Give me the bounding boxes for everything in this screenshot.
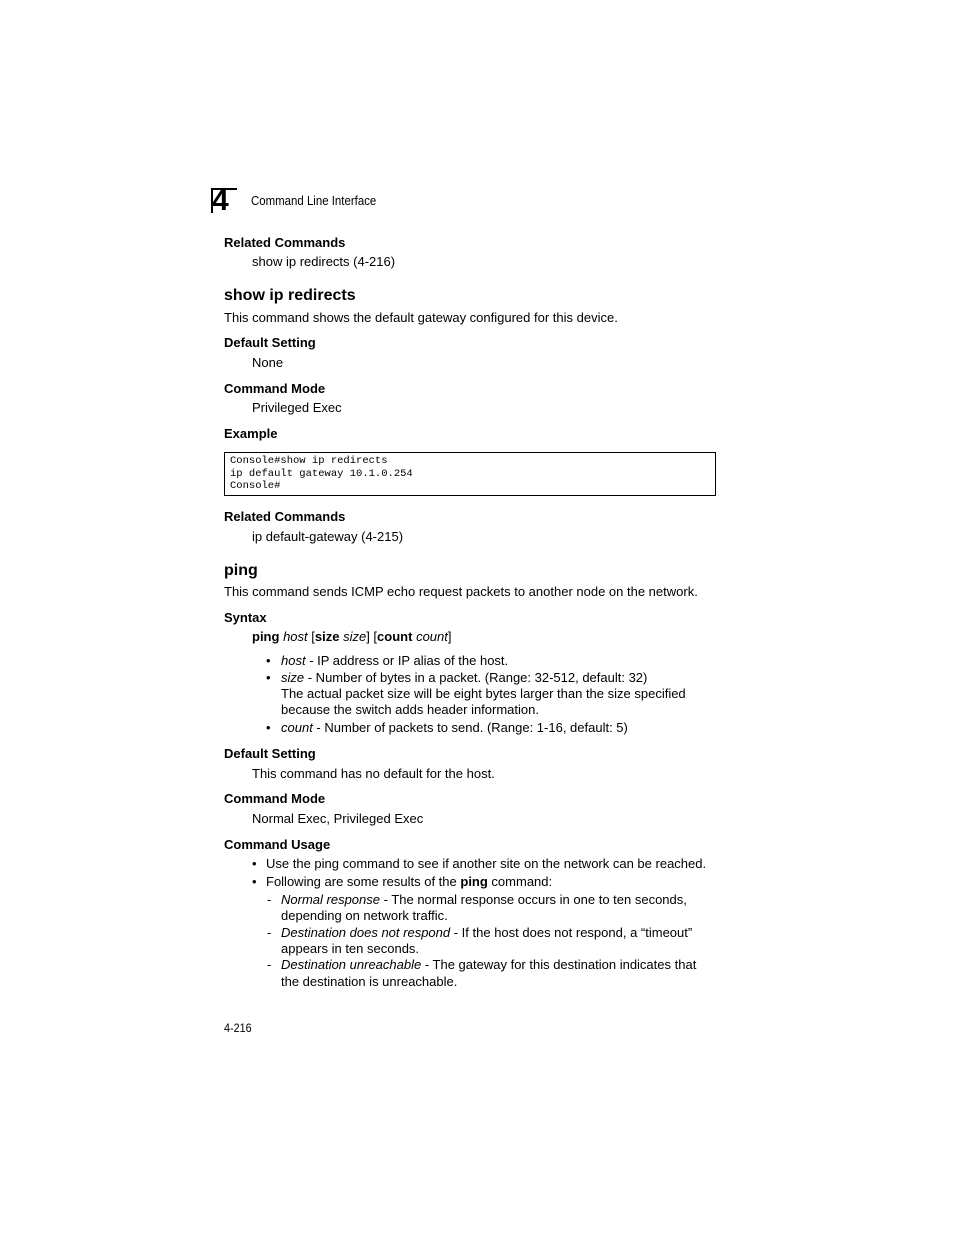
result-text-cont: the destination is unreachable. [281,974,458,989]
chapter-title: Command Line Interface [251,193,377,208]
syntax-host-arg: host [283,629,308,644]
result-item [281,892,687,907]
syntax-count-keyword: count [377,629,413,644]
syntax-line [252,629,452,644]
bullet-dot: • [266,720,271,735]
command-mode-value: Normal Exec, Privileged Exec [252,811,424,826]
param-count [281,720,628,735]
example-heading: Example [224,426,278,441]
result-term: Destination does not respond [281,925,451,940]
syntax-heading: Syntax [224,610,267,625]
result-text: - If the host does not respond, a “timeout” [450,925,693,940]
default-setting-heading: Default Setting [224,746,316,761]
default-setting-value: None [252,355,284,370]
bullet-dot: • [252,874,257,889]
usage-item [266,874,552,889]
result-term: Normal response [281,892,380,907]
related-commands-heading: Related Commands [224,509,346,524]
usage-command: ping [460,874,488,889]
result-item [281,957,696,972]
related-commands-heading: Related Commands [224,235,346,250]
syntax-bracket: ] [447,629,452,644]
chapter-number: 4 [212,184,229,217]
command-mode-value: Privileged Exec [252,400,342,415]
param-text: - Number of packets to send. (Range: 1-16, default: 5) [312,720,628,735]
syntax-bracket: [ [307,629,315,644]
result-text-cont: depending on network traffic. [281,908,448,923]
ping-description: This command sends ICMP echo request packets to another node on the network. [224,584,698,599]
param-text: - Number of bytes in a packet. (Range: 32-512, default: 32) [304,670,648,685]
syntax-size-arg: size [343,629,367,644]
param-name: size [281,670,305,685]
usage-text: Following are some results of the [266,874,461,889]
param-name: count [281,720,313,735]
show-ip-redirects-description: This command shows the default gateway configured for this device. [224,310,618,325]
default-setting-heading: Default Setting [224,335,316,350]
result-text-cont: appears in ten seconds. [281,941,420,956]
syntax-bracket: ] [ [366,629,378,644]
param-size-note: The actual packet size will be eight bytes larger than the size specified [281,686,686,701]
example-code-box [224,452,716,496]
section-title-ping: ping [224,562,258,579]
command-usage-heading: Command Usage [224,837,331,852]
usage-item: Use the ping command to see if another site on the network can be reached. [266,856,707,871]
code-line: Console#show ip redirects [230,455,388,467]
section-title-show-ip-redirects: show ip redirects [224,287,356,304]
bullet-dot: • [252,856,257,871]
syntax-size-keyword: size [314,629,340,644]
code-line: Console# [230,480,281,492]
usage-text: command: [487,874,553,889]
result-item [281,925,692,940]
command-mode-heading: Command Mode [224,791,326,806]
dash: - [267,957,272,972]
param-text: - IP address or IP alias of the host. [305,653,509,668]
default-setting-value: This command has no default for the host. [252,766,495,781]
syntax-command: ping [252,629,280,644]
command-mode-heading: Command Mode [224,381,326,396]
param-name: host [281,653,306,668]
syntax-count-arg: count [416,629,448,644]
example-code [230,455,413,493]
related-commands-text: show ip redirects (4-216) [252,254,396,269]
param-host [281,653,508,668]
result-term: Destination unreachable [281,957,422,972]
dash: - [267,892,272,907]
result-text: - The gateway for this destination indicates that [421,957,697,972]
page-number: 4-216 [224,1021,252,1035]
bullet-dot: • [266,670,271,685]
param-size-note: because the switch adds header information. [281,702,539,717]
result-text: - The normal response occurs in one to ten seconds, [380,892,687,907]
bullet-dot: • [266,653,271,668]
param-size [281,670,647,685]
code-line: ip default gateway 10.1.0.254 [230,467,413,480]
related-commands-text: ip default-gateway (4-215) [252,529,404,544]
dash: - [267,925,272,940]
